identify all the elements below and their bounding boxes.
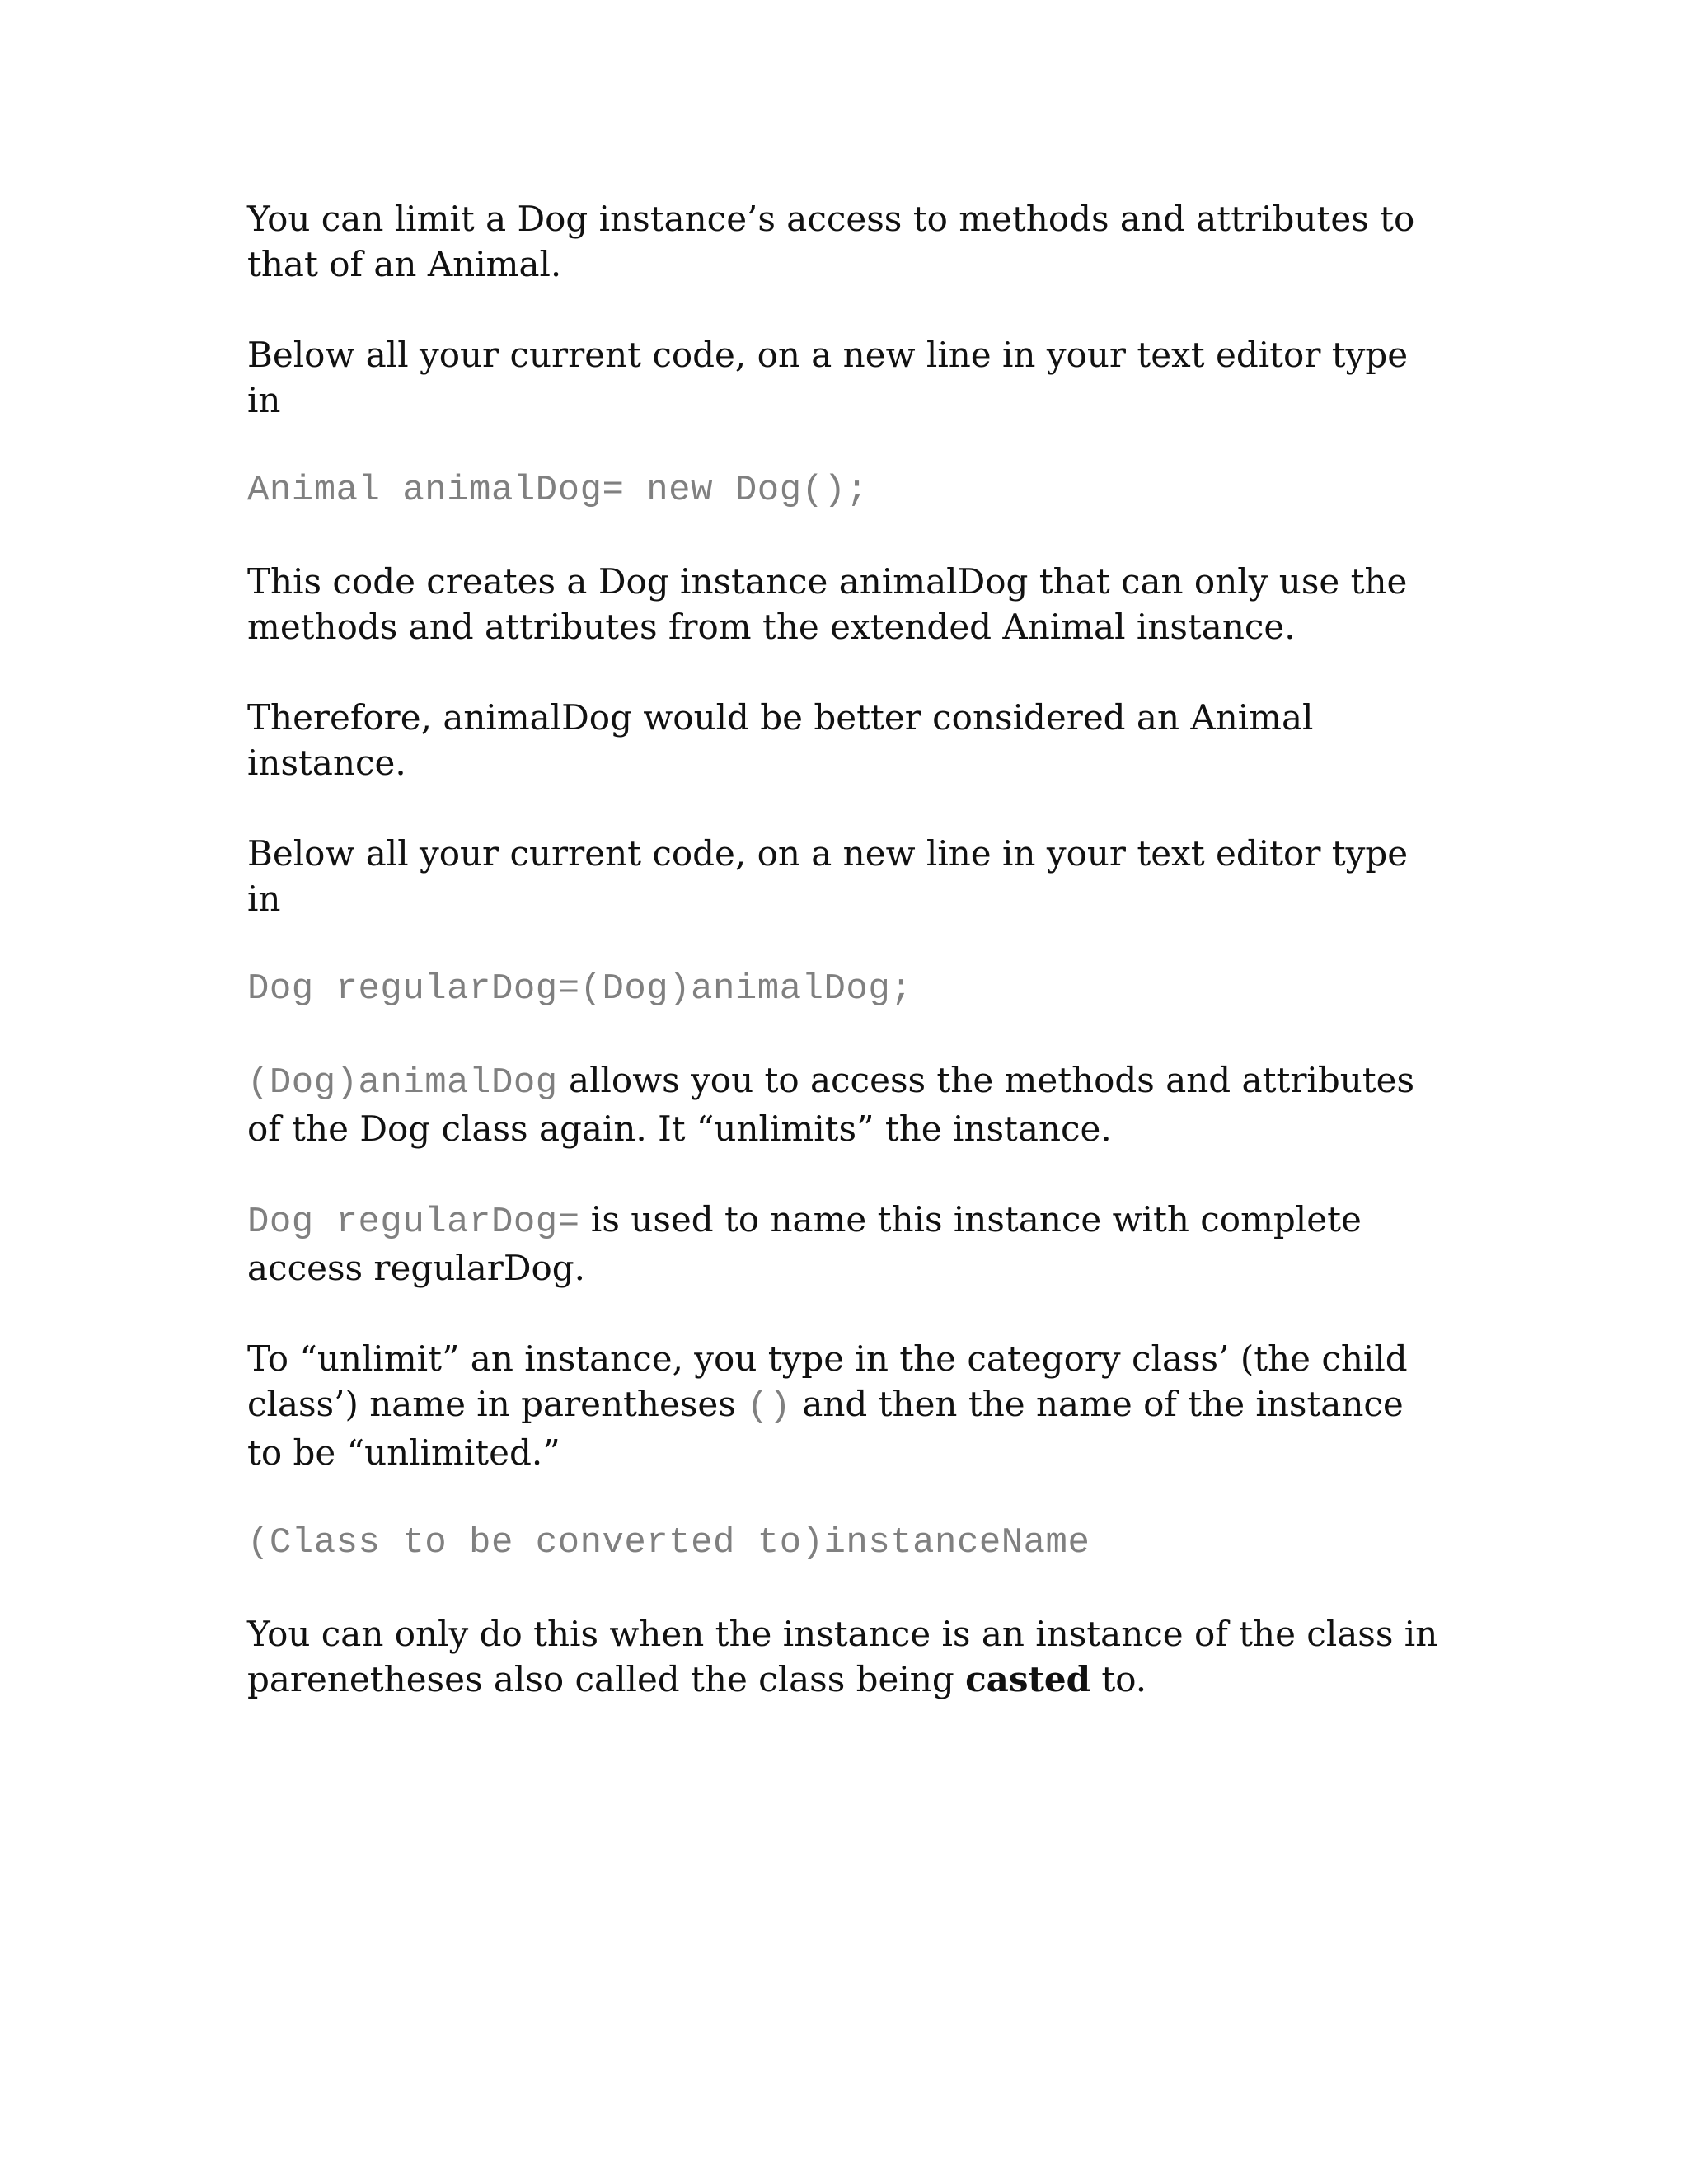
inline-code-assignment: Dog regularDog= bbox=[247, 1202, 580, 1243]
paragraph-cast-explanation bbox=[247, 1057, 1442, 1151]
paragraph-unlimit-explanation bbox=[247, 1336, 1442, 1475]
paragraph-casting-text-b: to. bbox=[1090, 1659, 1147, 1699]
inline-code-parentheses: () bbox=[747, 1386, 791, 1427]
code-snippet-animal-dog: Animal animalDog= new Dog(); bbox=[247, 470, 869, 511]
paragraph-casting-rule bbox=[247, 1611, 1442, 1702]
paragraph-naming-explanation bbox=[247, 1197, 1442, 1291]
paragraph-limit-intro: You can limit a Dog instance’s access to methods and attributes to that of an Animal. bbox=[247, 199, 1415, 284]
paragraph-unlimit-text-a: To “unlimit” an instance, you type in the category class’ (the child class’) name in parentheses bbox=[247, 1338, 1408, 1424]
paragraph-cast-text: allows you to access the methods and attributes of the Dog class again. It “unlimits” the instance. bbox=[247, 1060, 1415, 1149]
paragraph-therefore: Therefore, animalDog would be better considered an Animal instance. bbox=[247, 697, 1314, 783]
paragraph-instruction-1: Below all your current code, on a new line in your text editor type in bbox=[247, 335, 1409, 420]
inline-code-cast: (Dog)animalDog bbox=[247, 1062, 558, 1104]
code-snippet-regular-dog: Dog regularDog=(Dog)animalDog; bbox=[247, 968, 913, 1010]
code-snippet-cast-syntax: (Class to be converted to)instanceName bbox=[247, 1522, 1090, 1563]
paragraph-explanation-1: This code creates a Dog instance animalDog that can only use the methods and attributes from the extended Animal instance. bbox=[247, 561, 1408, 647]
paragraph-casting-text-a: You can only do this when the instance is an instance of the class in parenetheses also called the class being bbox=[247, 1614, 1438, 1699]
paragraph-unlimit-text-b: and then the name of the instance to be “unlimited.” bbox=[247, 1384, 1404, 1473]
paragraph-instruction-2: Below all your current code, on a new line in your text editor type in bbox=[247, 833, 1409, 919]
document-body bbox=[247, 196, 1442, 1747]
paragraph-naming-text: is used to name this instance with complete access regularDog. bbox=[247, 1199, 1362, 1288]
bold-term-casted: casted bbox=[965, 1659, 1091, 1699]
